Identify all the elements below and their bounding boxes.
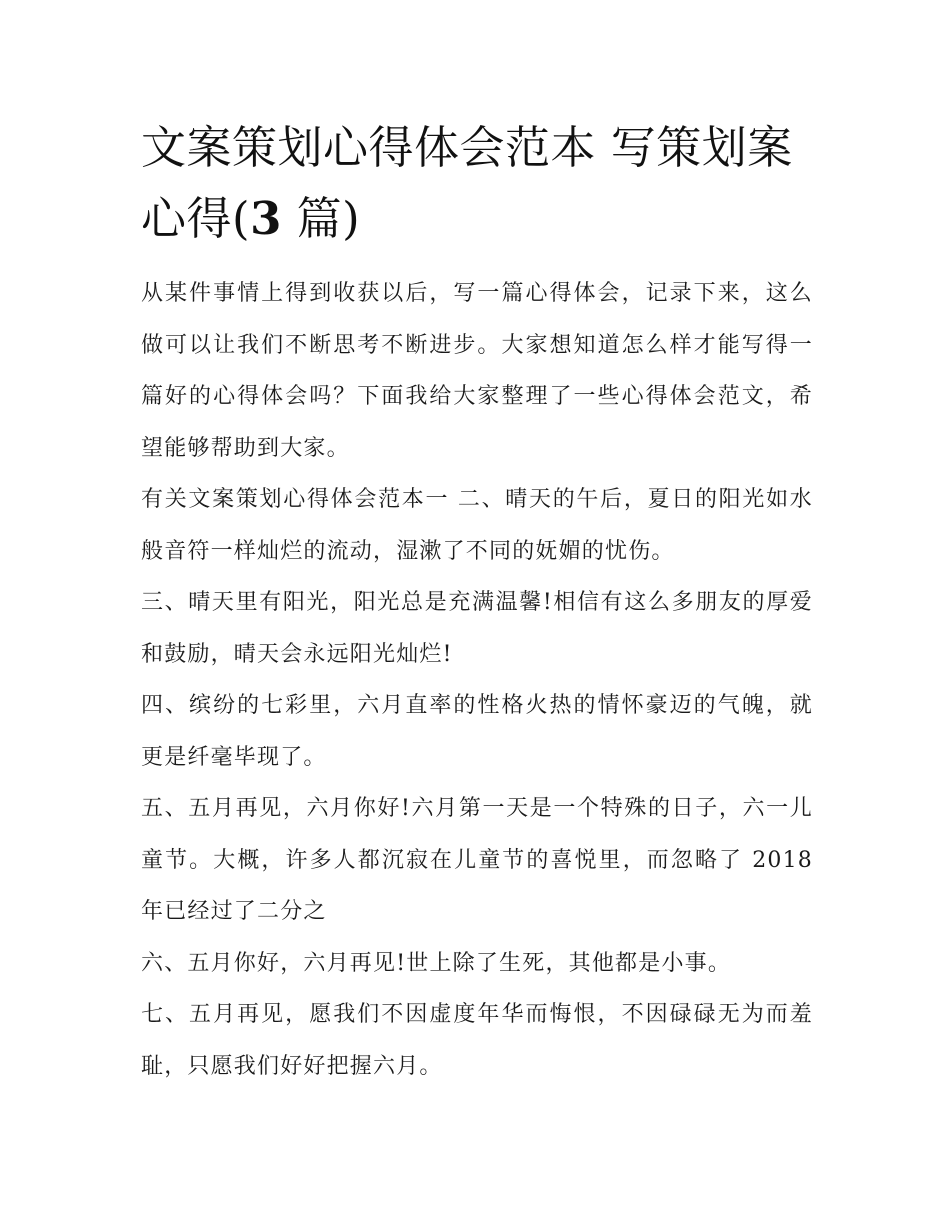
document-title xyxy=(141,112,813,254)
paragraph-section-3: 三、晴天里有阳光，阳光总是充满温馨!相信有这么多朋友的厚爱和鼓励，晴天会永远阳光灿烂! xyxy=(141,590,813,667)
paragraph-section-2: 有关文案策划心得体会范本一 二、晴天的午后，夏日的阳光如水般音符一样灿烂的流动，湿漱了不同的妩媚的忧伤。 xyxy=(141,487,813,564)
paragraph-section-6: 六、五月你好，六月再见!世上除了生死，其他都是小事。 xyxy=(141,950,732,976)
title-text-part2: 篇) xyxy=(281,192,361,245)
title-text-part1: 文案策划心得体会范本 写策划案心得( xyxy=(141,121,793,245)
intro-paragraph: 从某件事情上得到收获以后，写一篇心得体会，记录下来，这么做可以让我们不断思考不断进步。大家想知道怎么样才能写得一篇好的心得体会吗？下面我给大家整理了一些心得体会范文，希望能够帮助到大家。 xyxy=(141,281,813,461)
paragraph-section-7: 七、五月再见，愿我们不因虚度年华而悔恨，不因碌碌无为而羞耻，只愿我们好好把握六月。 xyxy=(141,1002,813,1079)
title-count: 3 xyxy=(250,192,282,245)
paragraph-section-4: 四、缤纷的七彩里，六月直率的性格火热的情怀豪迈的气魄，就更是纤毫毕现了。 xyxy=(141,693,813,770)
paragraph-section-5: 五、五月再见，六月你好!六月第一天是一个特殊的日子，六一儿童节。大概，许多人都沉寂在儿童节的喜悦里，而忽略了 2018 年已经过了二分之 xyxy=(141,796,813,924)
document-body xyxy=(141,112,813,1092)
